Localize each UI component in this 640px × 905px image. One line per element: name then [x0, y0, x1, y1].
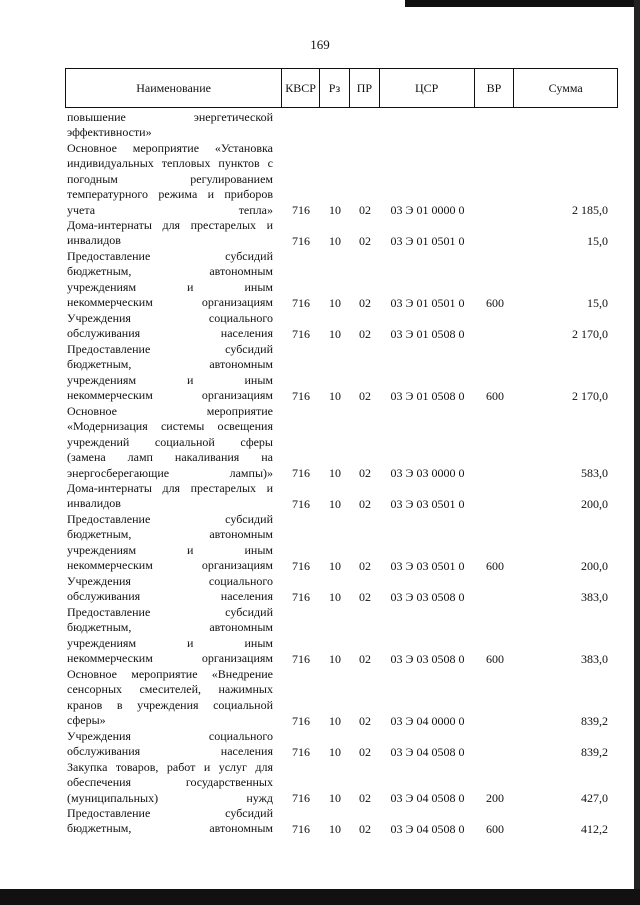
- cell-rz: 10: [329, 466, 341, 480]
- cell-kvsr: 716: [292, 466, 310, 480]
- cell-kvsr: 716: [292, 203, 310, 217]
- cell-kvsr: 716: [292, 745, 310, 759]
- cell-pr: 02: [359, 590, 371, 604]
- cell-rz: 10: [329, 822, 341, 836]
- table-row: [65, 729, 618, 760]
- cell-vr: 600: [486, 389, 504, 403]
- scan-edge-top: [405, 0, 640, 7]
- row-name-line: учреждениям и иным: [67, 543, 273, 557]
- row-name-line: Основное мероприятие «Установка: [67, 141, 273, 155]
- table-row: [65, 110, 618, 141]
- cell-rz: 10: [329, 389, 341, 403]
- row-name-line: Учреждения социального: [67, 574, 273, 588]
- cell-kvsr: 716: [292, 327, 310, 341]
- cell-kvsr: 716: [292, 389, 310, 403]
- cell-rz: 10: [329, 652, 341, 666]
- row-name-line: некоммерческим организациям: [67, 651, 273, 665]
- row-name-line: сенсорных смесителей, нажимных: [67, 682, 273, 696]
- cell-rz: 10: [329, 203, 341, 217]
- cell-pr: 02: [359, 559, 371, 573]
- cell-rz: 10: [329, 745, 341, 759]
- row-name-line: «Модернизация системы освещения: [67, 419, 273, 433]
- cell-csr: 03 Э 01 0501 0: [390, 234, 465, 248]
- row-name-line: Учреждения социального: [67, 729, 273, 743]
- row-name-line: обеспечения государственных: [67, 775, 273, 789]
- cell-kvsr: 716: [292, 652, 310, 666]
- row-name-line: учреждениям и иным: [67, 636, 273, 650]
- cell-rz: 10: [329, 714, 341, 728]
- cell-pr: 02: [359, 234, 371, 248]
- row-name-line: кранов в учреждения социальной: [67, 698, 273, 712]
- cell-rz: 10: [329, 296, 341, 310]
- row-name-line: температурного режима и приборов: [67, 187, 273, 201]
- cell-sum: 2 170,0: [572, 389, 608, 403]
- cell-csr: 03 Э 01 0508 0: [390, 327, 465, 341]
- cell-rz: 10: [329, 791, 341, 805]
- row-name-line: обслуживания населения: [67, 744, 273, 758]
- cell-sum: 383,0: [581, 590, 608, 604]
- row-name-line: обслуживания населения: [67, 589, 273, 603]
- row-name-line: инвалидов: [67, 233, 121, 247]
- cell-kvsr: 716: [292, 234, 310, 248]
- cell-pr: 02: [359, 466, 371, 480]
- cell-csr: 03 Э 01 0508 0: [390, 389, 465, 403]
- row-name-line: бюджетным, автономным: [67, 357, 273, 371]
- cell-sum: 2 170,0: [572, 327, 608, 341]
- table-row: [65, 404, 618, 481]
- table-row: [65, 605, 618, 667]
- page-number: 169: [310, 37, 330, 52]
- cell-pr: 02: [359, 497, 371, 511]
- cell-rz: 10: [329, 559, 341, 573]
- scan-edge-bottom: [0, 889, 640, 905]
- cell-pr: 02: [359, 652, 371, 666]
- table-header: [65, 68, 618, 108]
- row-name-line: обслуживания населения: [67, 326, 273, 340]
- row-name-line: Дома-интернаты для престарелых и: [67, 218, 273, 232]
- row-name-line: некоммерческим организациям: [67, 388, 273, 402]
- row-name-line: погодным регулированием: [67, 172, 273, 186]
- row-name-line: эффективности»: [67, 125, 152, 139]
- cell-sum: 200,0: [581, 559, 608, 573]
- cell-sum: 15,0: [587, 234, 608, 248]
- row-name-line: индивидуальных тепловых пунктов с: [67, 156, 273, 170]
- cell-vr: 600: [486, 559, 504, 573]
- cell-vr: 600: [486, 652, 504, 666]
- cell-rz: 10: [329, 497, 341, 511]
- row-name-line: учреждениям и иным: [67, 373, 273, 387]
- row-name-line: инвалидов: [67, 496, 121, 510]
- table-row: [65, 342, 618, 404]
- cell-kvsr: 716: [292, 497, 310, 511]
- cell-csr: 03 Э 03 0501 0: [390, 559, 465, 573]
- cell-sum: 15,0: [587, 296, 608, 310]
- cell-csr: 03 Э 04 0508 0: [390, 745, 465, 759]
- cell-sum: 412,2: [581, 822, 608, 836]
- row-name-line: Предоставление субсидий: [67, 806, 273, 820]
- cell-pr: 02: [359, 745, 371, 759]
- cell-csr: 03 Э 01 0000 0: [390, 203, 465, 217]
- header-rz: Рз: [320, 69, 350, 107]
- row-name-line: Предоставление субсидий: [67, 342, 273, 356]
- cell-pr: 02: [359, 389, 371, 403]
- cell-kvsr: 716: [292, 296, 310, 310]
- table-row: [65, 512, 618, 574]
- row-name-line: Дома-интернаты для престарелых и: [67, 481, 273, 495]
- row-name-line: бюджетным, автономным: [67, 527, 273, 541]
- row-name-line: бюджетным, автономным: [67, 264, 273, 278]
- table-row: [65, 218, 618, 249]
- row-name-line: Предоставление субсидий: [67, 605, 273, 619]
- cell-vr: 600: [486, 296, 504, 310]
- cell-sum: 839,2: [581, 714, 608, 728]
- cell-sum: 2 185,0: [572, 203, 608, 217]
- row-name-line: некоммерческим организациям: [67, 295, 273, 309]
- cell-csr: 03 Э 04 0000 0: [390, 714, 465, 728]
- row-name-line: Закупка товаров, работ и услуг для: [67, 760, 273, 774]
- cell-sum: 383,0: [581, 652, 608, 666]
- cell-csr: 03 Э 03 0508 0: [390, 652, 465, 666]
- cell-vr: 200: [486, 791, 504, 805]
- cell-kvsr: 716: [292, 714, 310, 728]
- cell-sum: 427,0: [581, 791, 608, 805]
- cell-pr: 02: [359, 296, 371, 310]
- table-row: [65, 760, 618, 806]
- cell-csr: 03 Э 04 0508 0: [390, 791, 465, 805]
- cell-vr: 600: [486, 822, 504, 836]
- row-name-line: Основное мероприятие: [67, 404, 273, 418]
- cell-csr: 03 Э 01 0501 0: [390, 296, 465, 310]
- header-sum: Сумма: [548, 80, 583, 95]
- cell-pr: 02: [359, 714, 371, 728]
- cell-csr: 03 Э 03 0000 0: [390, 466, 465, 480]
- table-row: [65, 481, 618, 512]
- cell-kvsr: 716: [292, 559, 310, 573]
- row-name-line: бюджетным, автономным: [67, 620, 273, 634]
- cell-pr: 02: [359, 791, 371, 805]
- row-name-line: (замена ламп накаливания на: [67, 450, 273, 464]
- table-row: [65, 311, 618, 342]
- cell-pr: 02: [359, 203, 371, 217]
- cell-rz: 10: [329, 590, 341, 604]
- row-name-line: Предоставление субсидий: [67, 512, 273, 526]
- cell-rz: 10: [329, 327, 341, 341]
- cell-csr: 03 Э 03 0501 0: [390, 497, 465, 511]
- row-name-line: сферы»: [67, 713, 106, 727]
- header-csr: ЦСР: [380, 69, 475, 107]
- header-vr: ВР: [475, 69, 515, 107]
- table-row: [65, 141, 618, 218]
- table-row: [65, 667, 618, 729]
- cell-pr: 02: [359, 822, 371, 836]
- row-name-line: некоммерческим организациям: [67, 558, 273, 572]
- header-pr: ПР: [350, 69, 380, 107]
- row-name-line: Учреждения социального: [67, 311, 273, 325]
- table-row: [65, 806, 618, 837]
- table-row: [65, 574, 618, 605]
- cell-csr: 03 Э 04 0508 0: [390, 822, 465, 836]
- row-name-line: (муниципальных) нужд: [67, 791, 273, 805]
- row-name-line: повышение энергетической: [67, 110, 273, 124]
- row-name-line: учреждениям и иным: [67, 280, 273, 294]
- cell-sum: 200,0: [581, 497, 608, 511]
- cell-sum: 583,0: [581, 466, 608, 480]
- header-kvsr: КВСР: [282, 69, 320, 107]
- row-name-line: бюджетным, автономным: [67, 821, 273, 835]
- row-name-line: учета тепла»: [67, 203, 273, 217]
- cell-sum: 839,2: [581, 745, 608, 759]
- table-row: [65, 249, 618, 311]
- scan-edge-right: [634, 0, 640, 905]
- row-name-line: Предоставление субсидий: [67, 249, 273, 263]
- cell-kvsr: 716: [292, 590, 310, 604]
- row-name-line: Основное мероприятие «Внедрение: [67, 667, 273, 681]
- header-name: Наименование: [66, 69, 282, 107]
- cell-pr: 02: [359, 327, 371, 341]
- row-name-line: учреждений социальной сферы: [67, 435, 273, 449]
- cell-rz: 10: [329, 234, 341, 248]
- cell-kvsr: 716: [292, 791, 310, 805]
- cell-csr: 03 Э 03 0508 0: [390, 590, 465, 604]
- row-name-line: энергосберегающие лампы)»: [67, 466, 273, 480]
- cell-kvsr: 716: [292, 822, 310, 836]
